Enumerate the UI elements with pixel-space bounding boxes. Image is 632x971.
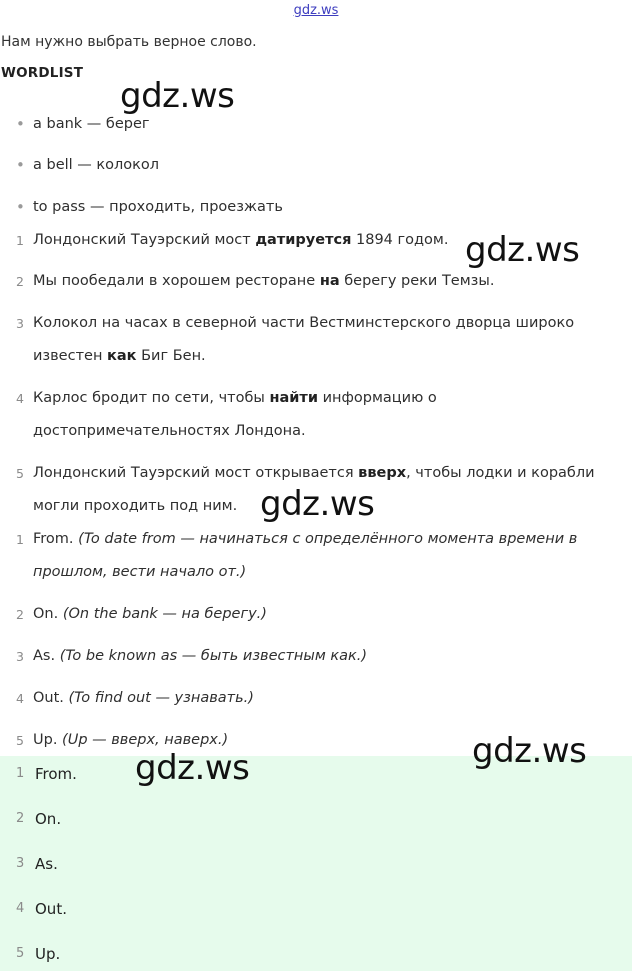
intro-text: Нам нужно выбрать верное слово. xyxy=(1,34,257,50)
wordlist-item xyxy=(16,191,622,224)
bullet-icon: • xyxy=(16,198,25,216)
sentence-keyword: на xyxy=(319,273,340,289)
sentence-item xyxy=(16,307,622,373)
bullet-icon: • xyxy=(16,115,25,133)
explanation-text xyxy=(33,640,622,673)
item-number: 5 xyxy=(16,466,24,481)
sentence-item xyxy=(16,382,622,448)
explanation-note: (On the bank — на берегу.) xyxy=(62,606,267,622)
item-number: 3 xyxy=(16,316,24,331)
sentence-text xyxy=(33,307,622,373)
item-number: 4 xyxy=(16,691,24,706)
item-number: 1 xyxy=(16,233,24,248)
sentence-keyword: вверх xyxy=(358,465,407,481)
sentence-part: , чтобы лодки и корабли могли проходить под ним. xyxy=(33,465,595,514)
sentence-keyword: найти xyxy=(269,390,318,406)
answer-block xyxy=(0,756,632,971)
sentence-part: Лондонский Тауэрский мост xyxy=(33,232,256,248)
watermark: gdz.ws xyxy=(472,731,587,771)
explanation-note: (To find out — узнавать.) xyxy=(68,690,254,706)
wordlist-item-text: a bell — колокол xyxy=(33,157,160,173)
item-number: 3 xyxy=(16,649,24,664)
explanation-note: (Up — вверх, наверх.) xyxy=(62,732,229,748)
sentence-part: Биг Бен. xyxy=(136,348,206,364)
sentence-part: берегу реки Темзы. xyxy=(339,273,495,289)
explanation-item xyxy=(16,640,622,673)
explanation-answer: Up. xyxy=(33,732,58,748)
explanation-item xyxy=(16,523,622,589)
sentence-part: информацию о достопримечательностях Лондона. xyxy=(33,390,437,439)
item-number: 2 xyxy=(16,274,24,289)
explanation-note: (To be known as — быть известным как.) xyxy=(59,648,368,664)
item-number: 4 xyxy=(16,391,24,406)
sentence-keyword: датируется xyxy=(255,232,352,248)
item-number: 4 xyxy=(16,901,25,916)
sentence-text xyxy=(33,382,622,448)
explanation-text xyxy=(33,598,622,631)
sentence-part: Мы пообедали в хорошем ресторане xyxy=(33,273,320,289)
item-number: 2 xyxy=(16,607,24,622)
site-link[interactable]: gdz.ws xyxy=(293,3,339,18)
wordlist-item-text: to pass — проходить, проезжать xyxy=(33,199,283,215)
item-number: 5 xyxy=(16,946,25,961)
wordlist-item xyxy=(16,108,622,141)
explanation-text xyxy=(33,682,622,715)
explanation-answer: Out. xyxy=(33,690,64,706)
item-number: 3 xyxy=(16,856,25,871)
watermark: gdz.ws xyxy=(260,484,375,524)
wordlist-item xyxy=(16,149,622,182)
sentence-keyword: как xyxy=(107,348,137,364)
item-number: 2 xyxy=(16,811,25,826)
item-number: 1 xyxy=(16,532,24,547)
explanation-item xyxy=(16,682,622,715)
explanation-item xyxy=(16,598,622,631)
watermark: gdz.ws xyxy=(465,230,580,270)
wordlist-item-text: a bank — берег xyxy=(33,116,150,132)
explanation-answer: On. xyxy=(33,606,59,622)
sentence-part: 1894 годом. xyxy=(351,232,449,248)
explanation-answer: As. xyxy=(33,648,56,664)
explanation-text xyxy=(33,523,622,589)
item-number: 1 xyxy=(16,766,25,781)
sentence-part: Карлос бродит по сети, чтобы xyxy=(33,390,270,406)
explanation-answer: From. xyxy=(33,531,74,547)
explanation-note: (To date from — начинаться с определённого момента времени в прошлом, вести начало от.) xyxy=(33,531,578,580)
bullet-icon: • xyxy=(16,156,25,174)
watermark: gdz.ws xyxy=(135,748,250,788)
item-number: 5 xyxy=(16,733,24,748)
watermark: gdz.ws xyxy=(120,76,235,116)
sentence-part: Лондонский Тауэрский мост открывается xyxy=(33,465,359,481)
wordlist-heading: WORDLIST xyxy=(1,65,84,81)
sentence-part: Колокол на часах в северной части Вестминстерского дворца широко известен xyxy=(33,315,575,364)
